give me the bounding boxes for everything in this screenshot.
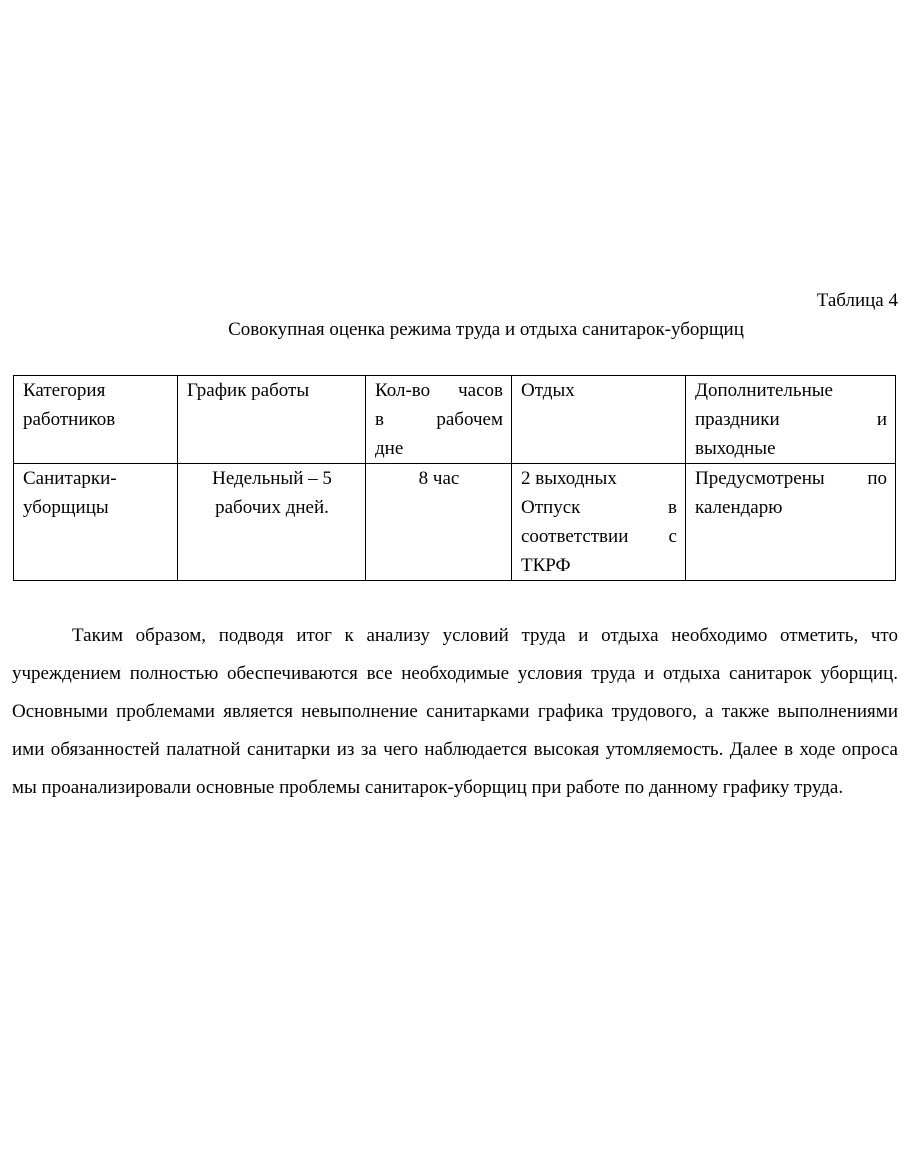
cell-schedule	[178, 464, 366, 581]
table-label: Таблица 4	[816, 290, 898, 311]
cell-line: Предусмотрены по	[695, 468, 887, 489]
header-cell-category	[14, 376, 178, 464]
cell-line: Отпуск в	[521, 497, 677, 518]
cell-line: Отдых	[521, 380, 575, 401]
cell-rest	[512, 464, 686, 581]
header-cell-hours	[366, 376, 512, 464]
cell-line: в рабочем	[375, 409, 503, 430]
cell-holidays	[686, 464, 896, 581]
cell-line: Кол-во часов	[375, 380, 503, 401]
cell-line: работников	[23, 409, 116, 430]
table-header-row	[14, 376, 896, 464]
cell-line: дне	[375, 438, 404, 459]
table-row	[14, 464, 896, 581]
cell-line: 2 выходных	[521, 468, 617, 489]
header-cell-holidays	[686, 376, 896, 464]
body-paragraph: Таким образом, подводя итог к анализу условий труда и отдыха необходимо отметить, что учреждением полностью обеспечиваются все необходимые условия труда и отдыха санитарок уборщиц. Основными проблемами является невыполнение санитарками графика трудового, а также выполнениями ими обязанностей палатной санитарки из за чего наблюдается высокая утомляемость. Далее в ходе опроса мы проанализировали основные проблемы санитарок-уборщиц при работе по данному графику труда.	[12, 625, 898, 798]
table-title: Совокупная оценка режима труда и отдыха санитарок-уборщиц	[228, 319, 744, 340]
cell-hours	[366, 464, 512, 581]
cell-line: праздники и	[695, 409, 887, 430]
cell-line: ТКРФ	[521, 555, 571, 576]
cell-line: Дополнительные	[695, 380, 833, 401]
cell-category	[14, 464, 178, 581]
cell-line: Санитарки-	[23, 468, 117, 489]
cell-line: Категория	[23, 380, 106, 401]
cell-line: уборщицы	[23, 497, 109, 518]
cell-line: рабочих дней.	[215, 497, 329, 518]
cell-line: календарю	[695, 497, 783, 518]
header-cell-rest	[512, 376, 686, 464]
cell-line: соответствии с	[521, 526, 677, 547]
cell-line: выходные	[695, 438, 776, 459]
header-cell-schedule	[178, 376, 366, 464]
work-rest-table	[13, 375, 896, 581]
cell-line: График работы	[187, 380, 310, 401]
cell-line: 8 час	[418, 468, 460, 489]
cell-line: Недельный – 5	[212, 468, 332, 489]
